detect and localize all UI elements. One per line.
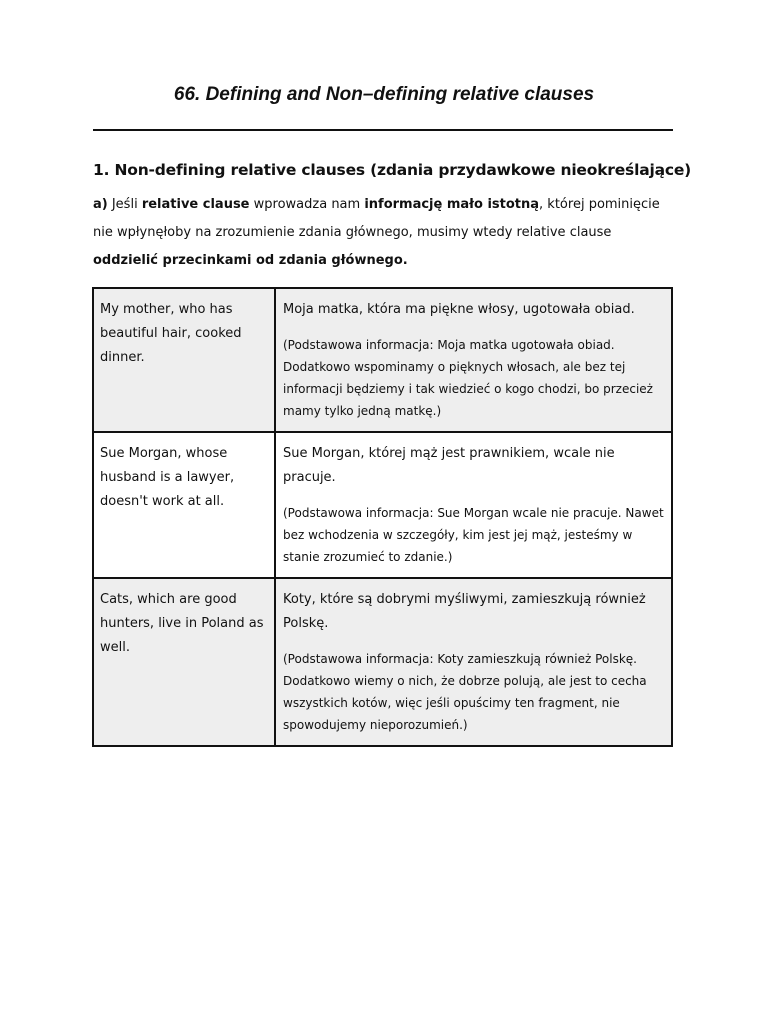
- title-divider: [93, 129, 673, 131]
- english-example-cell: Cats, which are good hunters, live in Poland as well.: [93, 578, 275, 746]
- intro-segment: relative clause: [141, 197, 250, 212]
- english-example-cell: My mother, who has beautiful hair, cooked dinner.: [93, 288, 275, 432]
- page-title: 66. Defining and Non–defining relative clauses: [173, 84, 595, 105]
- intro-segment: a): [93, 197, 108, 212]
- table-row: [93, 578, 672, 746]
- explanation-note: (Podstawowa informacja: Moja matka ugotowała obiad. Dodatkowo wspominamy o pięknych włosach, ale bez tej informacji będziemy i tak wiedzieć o kogo chodzi, bo przecież mamy tylko jedną matkę.): [283, 338, 653, 418]
- intro-segment: oddzielić przecinkami od zdania głównego.: [93, 253, 408, 268]
- intro-segment: Jeśli: [107, 197, 142, 212]
- intro-segment: wprowadza nam: [249, 197, 365, 212]
- polish-translation: Koty, które są dobrymi myśliwymi, zamieszkują również Polskę.: [283, 592, 646, 631]
- polish-translation-cell: [275, 432, 672, 578]
- intro-segment: informację mało istotną: [364, 197, 540, 212]
- explanation-note: (Podstawowa informacja: Sue Morgan wcale nie pracuje. Nawet bez wchodzenia w szczegóły, kim jest jej mąż, jesteśmy w stanie zrozumieć to zdanie.): [283, 506, 664, 564]
- table-row: [93, 432, 672, 578]
- english-example-cell: Sue Morgan, whose husband is a lawyer, doesn't work at all.: [93, 432, 275, 578]
- polish-translation: Moja matka, która ma piękne włosy, ugotowała obiad.: [283, 302, 635, 317]
- intro-segment: , której pominięcie nie wpłynęłoby na zrozumienie zdania głównego, musimy wtedy relative clause: [93, 197, 660, 240]
- explanation-note: (Podstawowa informacja: Koty zamieszkują również Polskę. Dodatkowo wiemy o nich, że dobrze polują, ale jest to cecha wszystkich kotów, więc jeśli opuścimy ten fragment, nie spowodujemy nieporozumień.): [283, 652, 647, 732]
- table-row: [93, 288, 672, 432]
- polish-translation-cell: [275, 288, 672, 432]
- section-heading: 1. Non-defining relative clauses (zdania przydawkowe nieokreślające): [93, 161, 692, 179]
- examples-table: [92, 287, 673, 747]
- polish-translation-cell: [275, 578, 672, 746]
- intro-paragraph: [93, 191, 677, 275]
- polish-translation: Sue Morgan, której mąż jest prawnikiem, wcale nie pracuje.: [283, 446, 615, 485]
